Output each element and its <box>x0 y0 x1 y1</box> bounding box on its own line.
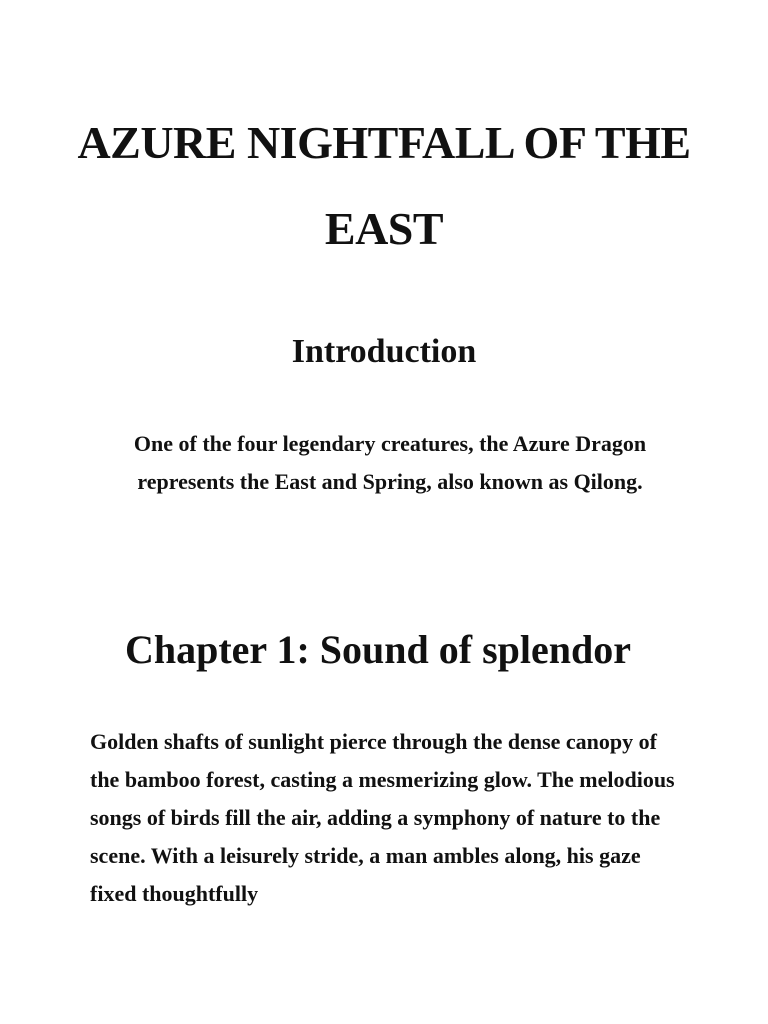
introduction-heading: Introduction <box>291 333 477 370</box>
introduction-paragraph: One of the four legendary creatures, the Azure Dragon represents the East and Spring, also known as Qilong. <box>133 431 647 494</box>
chapter-1-heading: Chapter 1: Sound of splendor <box>124 627 632 672</box>
chapter-1-paragraph: Golden shafts of sunlight pierce through the dense canopy of the bamboo forest, casting a mesmerizing glow. The melodious songs of birds fill the air, adding a symphony of nature to the scene. With a leisurely stride, a man ambles along, his gaze fixed thoughtfully <box>90 729 675 906</box>
book-title: AZURE NIGHTFALL OF THE EAST <box>77 117 691 254</box>
